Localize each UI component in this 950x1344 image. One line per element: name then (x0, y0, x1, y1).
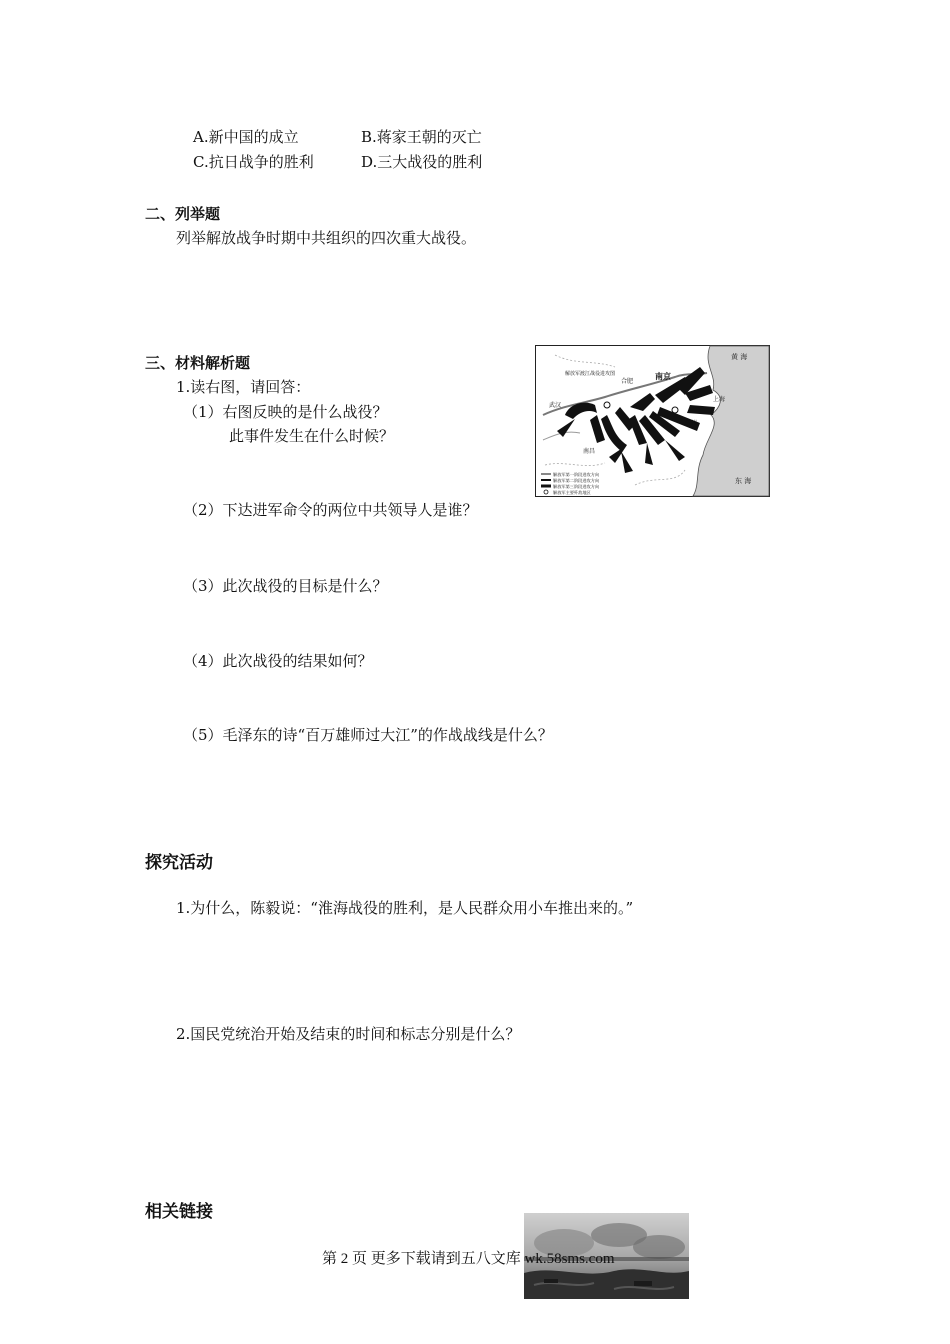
section2-question: 列举解放战争时期中共组织的四次重大战役。 (176, 229, 477, 247)
choice-a: A.新中国的成立 (193, 128, 299, 146)
map-legend-4: 解放军主要歼敌地区 (553, 490, 591, 495)
section2-heading: 二、列举题 (145, 205, 221, 223)
map-label-nanchang: 南昌 (583, 448, 596, 455)
map-label-shanghai: 上海 (713, 396, 726, 403)
crossing-river-battle-map (535, 345, 770, 497)
map-legend-2: 解放军第二阶段进攻方向 (553, 478, 600, 483)
question-3: （3）此次战役的目标是什么？ (183, 577, 388, 595)
section3-intro: 1.读右图，请回答： (176, 378, 311, 396)
inquiry-heading: 探究活动 (145, 853, 213, 873)
map-label-hefei: 合肥 (621, 378, 634, 385)
choice-c: C.抗日战争的胜利 (193, 153, 314, 171)
map-label-yellow-sea: 黄 海 (731, 353, 748, 361)
question-1a: （1）右图反映的是什么战役？ (183, 403, 388, 421)
map-label-nanjing: 南京 (655, 372, 671, 381)
choice-b: B.蒋家王朝的灭亡 (361, 128, 482, 146)
links-heading: 相关链接 (145, 1202, 213, 1222)
question-5: （5）毛泽东的诗“百万雄师过大江”的作战战线是什么？ (183, 726, 553, 744)
question-4: （4）此次战役的结果如何？ (183, 652, 373, 670)
choice-d: D.三大战役的胜利 (361, 153, 483, 171)
map-label-hangzhou: 杭州 (685, 420, 698, 427)
inquiry-question-1: 1.为什么，陈毅说：“淮海战役的胜利，是人民群众用小车推出来的。” (176, 899, 634, 917)
map-title: 解放军渡江战役进攻图 (565, 371, 616, 377)
question-2: （2）下达进军命令的两位中共领导人是谁？ (183, 501, 478, 519)
map-label-east-sea: 东 海 (735, 477, 752, 485)
map-legend-3: 解放军第三阶段进攻方向 (553, 484, 600, 489)
section3-heading: 三、材料解析题 (145, 354, 251, 372)
question-1b: 此事件发生在什么时候？ (229, 427, 395, 445)
page-footer: 第 2 页 更多下载请到五八文库 wk.58sms.com (322, 1251, 615, 1267)
inquiry-question-2: 2.国民党统治开始及结束的时间和标志分别是什么？ (176, 1025, 521, 1043)
map-label-wuhan: 武汉 (549, 402, 562, 409)
map-legend-1: 解放军第一阶段进攻方向 (553, 472, 600, 477)
